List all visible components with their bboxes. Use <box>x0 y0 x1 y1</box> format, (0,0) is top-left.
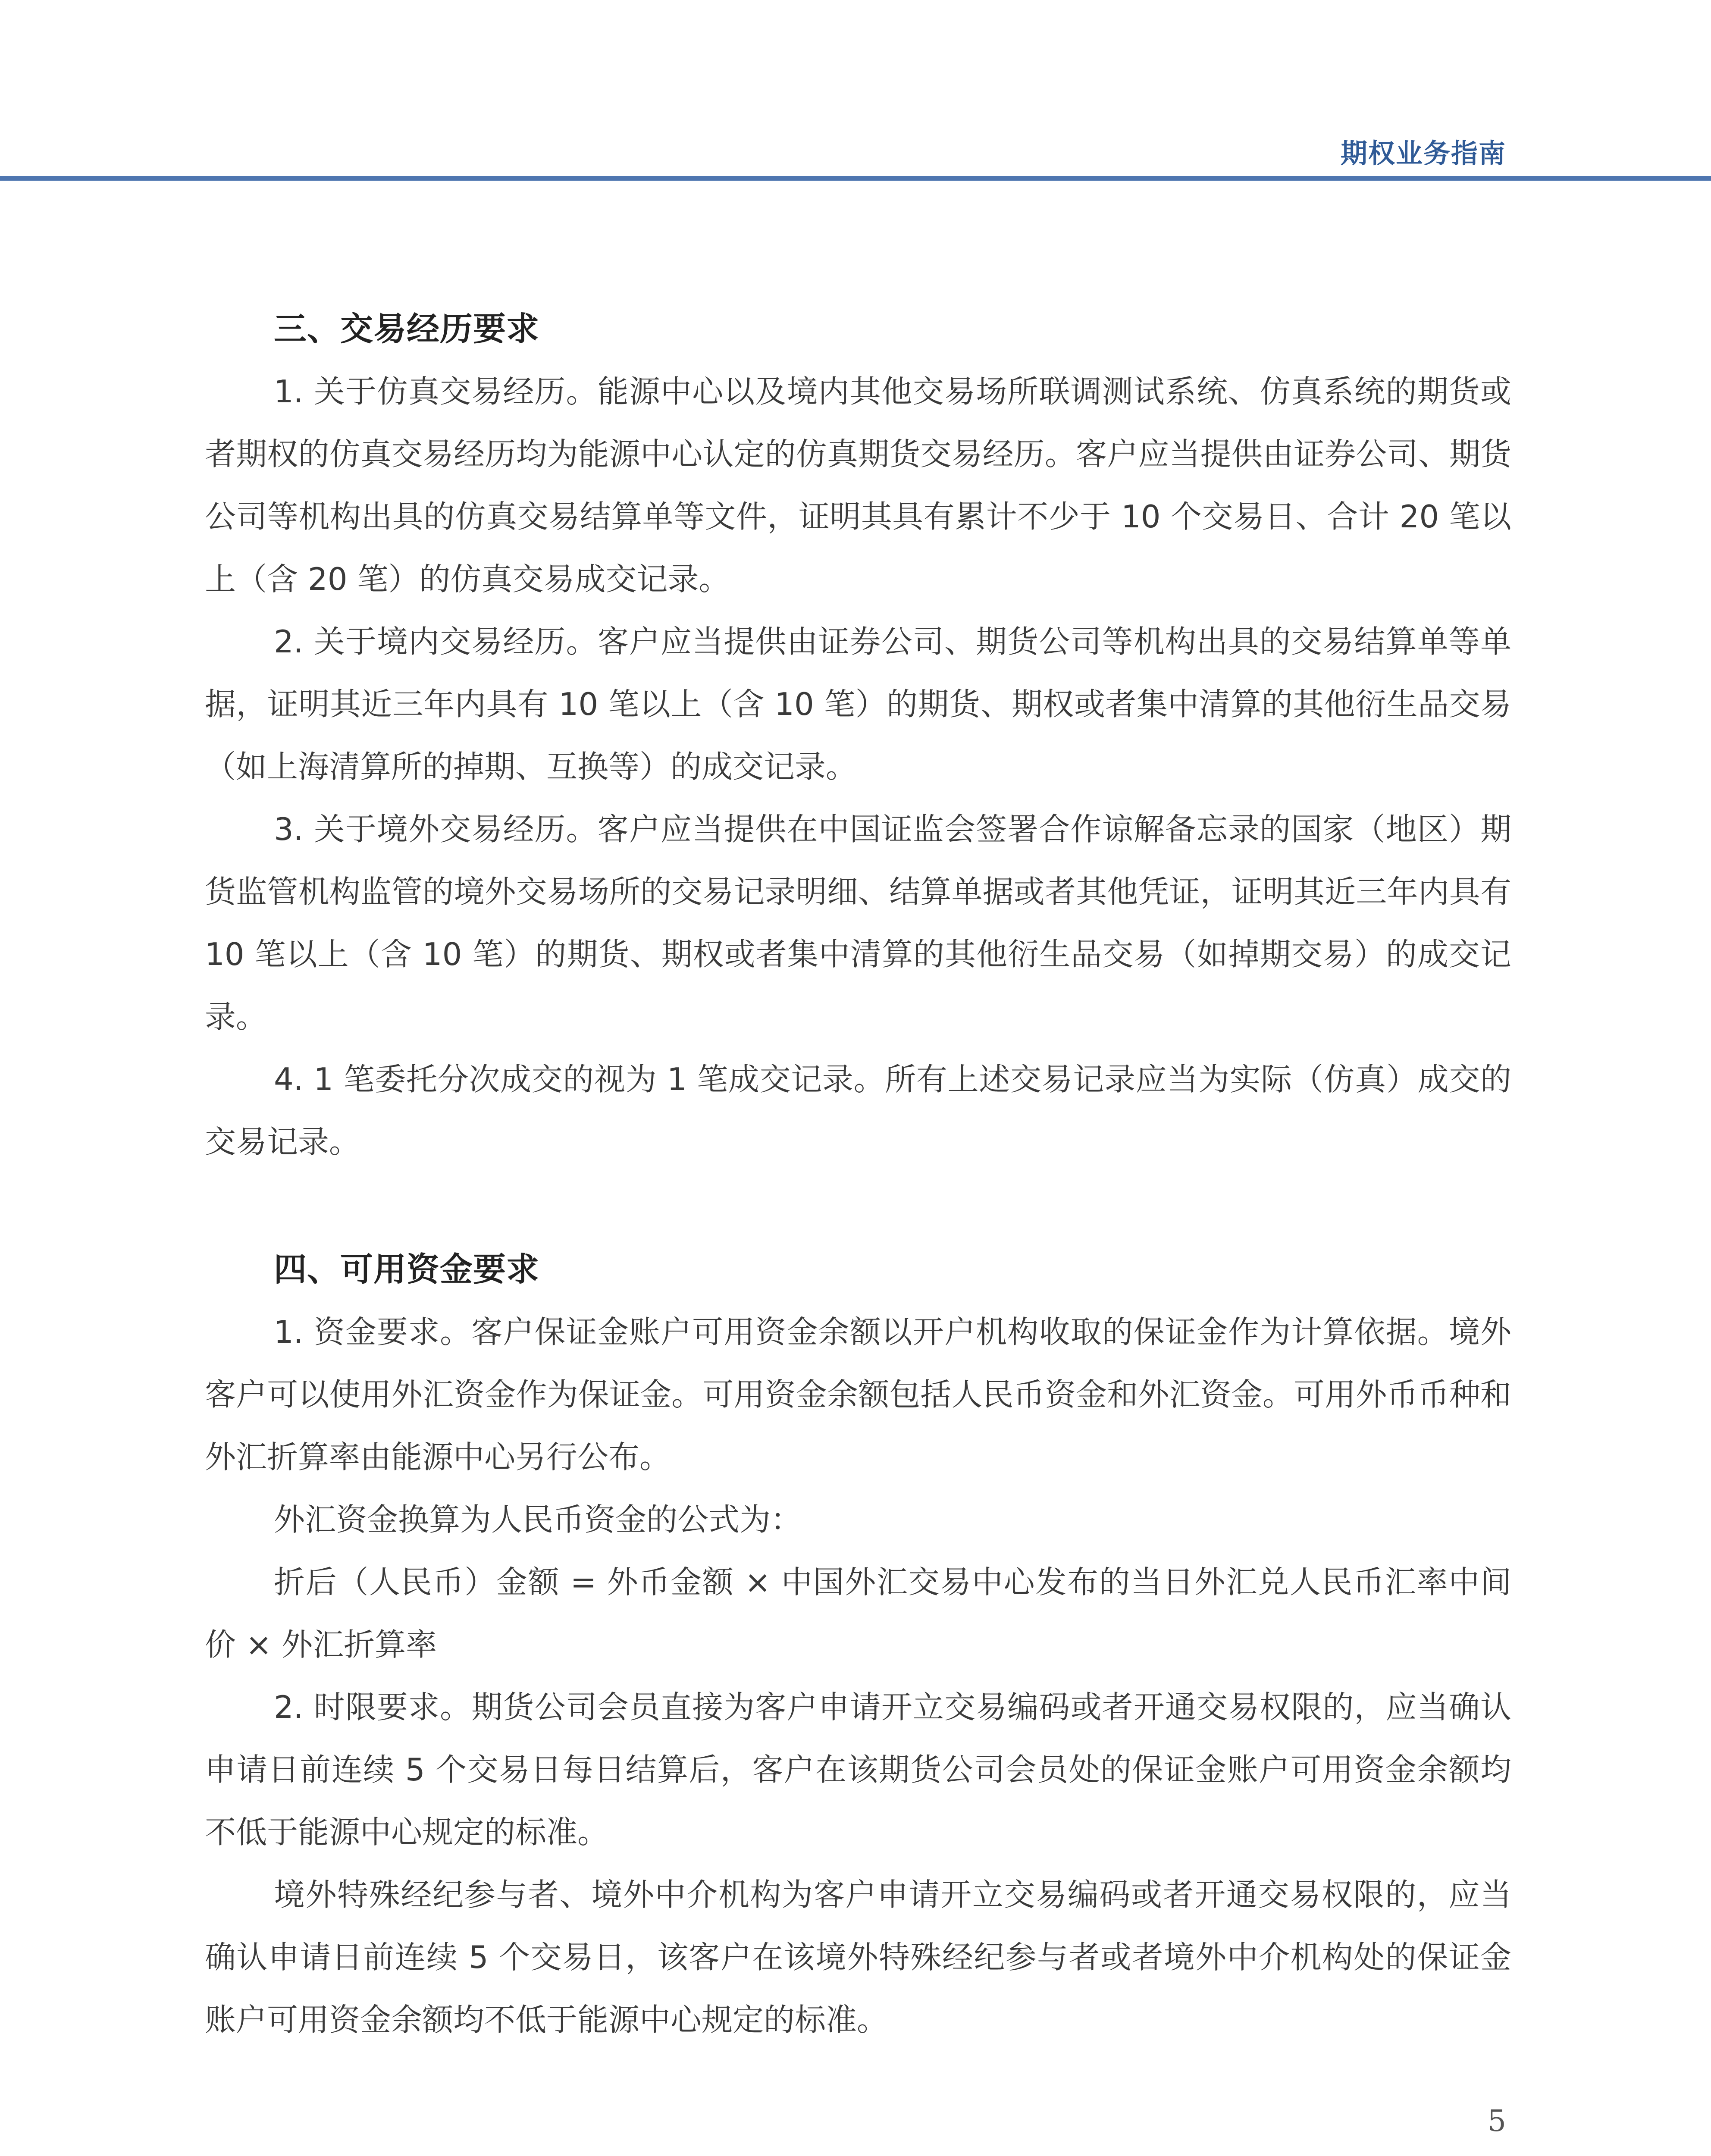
paragraph: 4. 1 笔委托分次成交的视为 1 笔成交记录。所有上述交易记录应当为实际（仿真）成交的交易记录。 <box>205 1061 1511 1160</box>
page-body <box>205 298 1511 2051</box>
paragraph: 1. 资金要求。客户保证金账户可用资金余额以开户机构收取的保证金作为计算依据。境外客户可以使用外汇资金作为保证金。可用资金余额包括人民币资金和外汇资金。可用外币币种和外汇折算率由能源中心另行公布。 <box>205 1314 1511 1475</box>
header-divider <box>0 176 1711 181</box>
section-heading: 三、交易经历要求 <box>274 310 539 348</box>
section-available-funds <box>205 1238 1511 2051</box>
section-heading: 四、可用资金要求 <box>274 1250 539 1288</box>
paragraph: 1. 关于仿真交易经历。能源中心以及境内其他交易场所联调测试系统、仿真系统的期货或者期权的仿真交易经历均为能源中心认定的仿真期货交易经历。客户应当提供由证券公司、期货公司等机构出具的仿真交易结算单等文件，证明其具有累计不少于 10 个交易日、合计 20 笔以上（含 20 笔）的仿真交易成交记录。 <box>205 373 1511 597</box>
section-trading-experience <box>205 298 1511 1173</box>
paragraph: 3. 关于境外交易经历。客户应当提供在中国证监会签署合作谅解备忘录的国家（地区）期货监管机构监管的境外交易场所的交易记录明细、结算单据或者其他凭证，证明其近三年内具有 10 笔以上（含 10 笔）的期货、期权或者集中清算的其他衍生品交易（如掉期交易）的成交记录。 <box>205 811 1511 1035</box>
formula-paragraph: 折后（人民币）金额 = 外币金额 × 中国外汇交易中心发布的当日外汇兑人民币汇率中间价 × 外汇折算率 <box>205 1564 1511 1663</box>
paragraph: 2. 时限要求。期货公司会员直接为客户申请开立交易编码或者开通交易权限的，应当确认申请日前连续 5 个交易日每日结算后，客户在该期货公司会员处的保证金账户可用资金余额均不低于能源中心规定的标准。 <box>205 1689 1511 1850</box>
paragraph: 2. 关于境内交易经历。客户应当提供由证券公司、期货公司等机构出具的交易结算单等单据，证明其近三年内具有 10 笔以上（含 10 笔）的期货、期权或者集中清算的其他衍生品交易（如上海清算所的掉期、互换等）的成交记录。 <box>205 624 1511 785</box>
section-spacer <box>205 1173 1511 1238</box>
running-header-title: 期权业务指南 <box>1340 138 1506 169</box>
paragraph: 境外特殊经纪参与者、境外中介机构为客户申请开立交易编码或者开通交易权限的，应当确认申请日前连续 5 个交易日，该客户在该境外特殊经纪参与者或者境外中介机构处的保证金账户可用资金余额均不低于能源中心规定的标准。 <box>205 1877 1511 2038</box>
paragraph: 外汇资金换算为人民币资金的公式为： <box>274 1501 802 1538</box>
page-number: 5 <box>1487 2104 1506 2138</box>
